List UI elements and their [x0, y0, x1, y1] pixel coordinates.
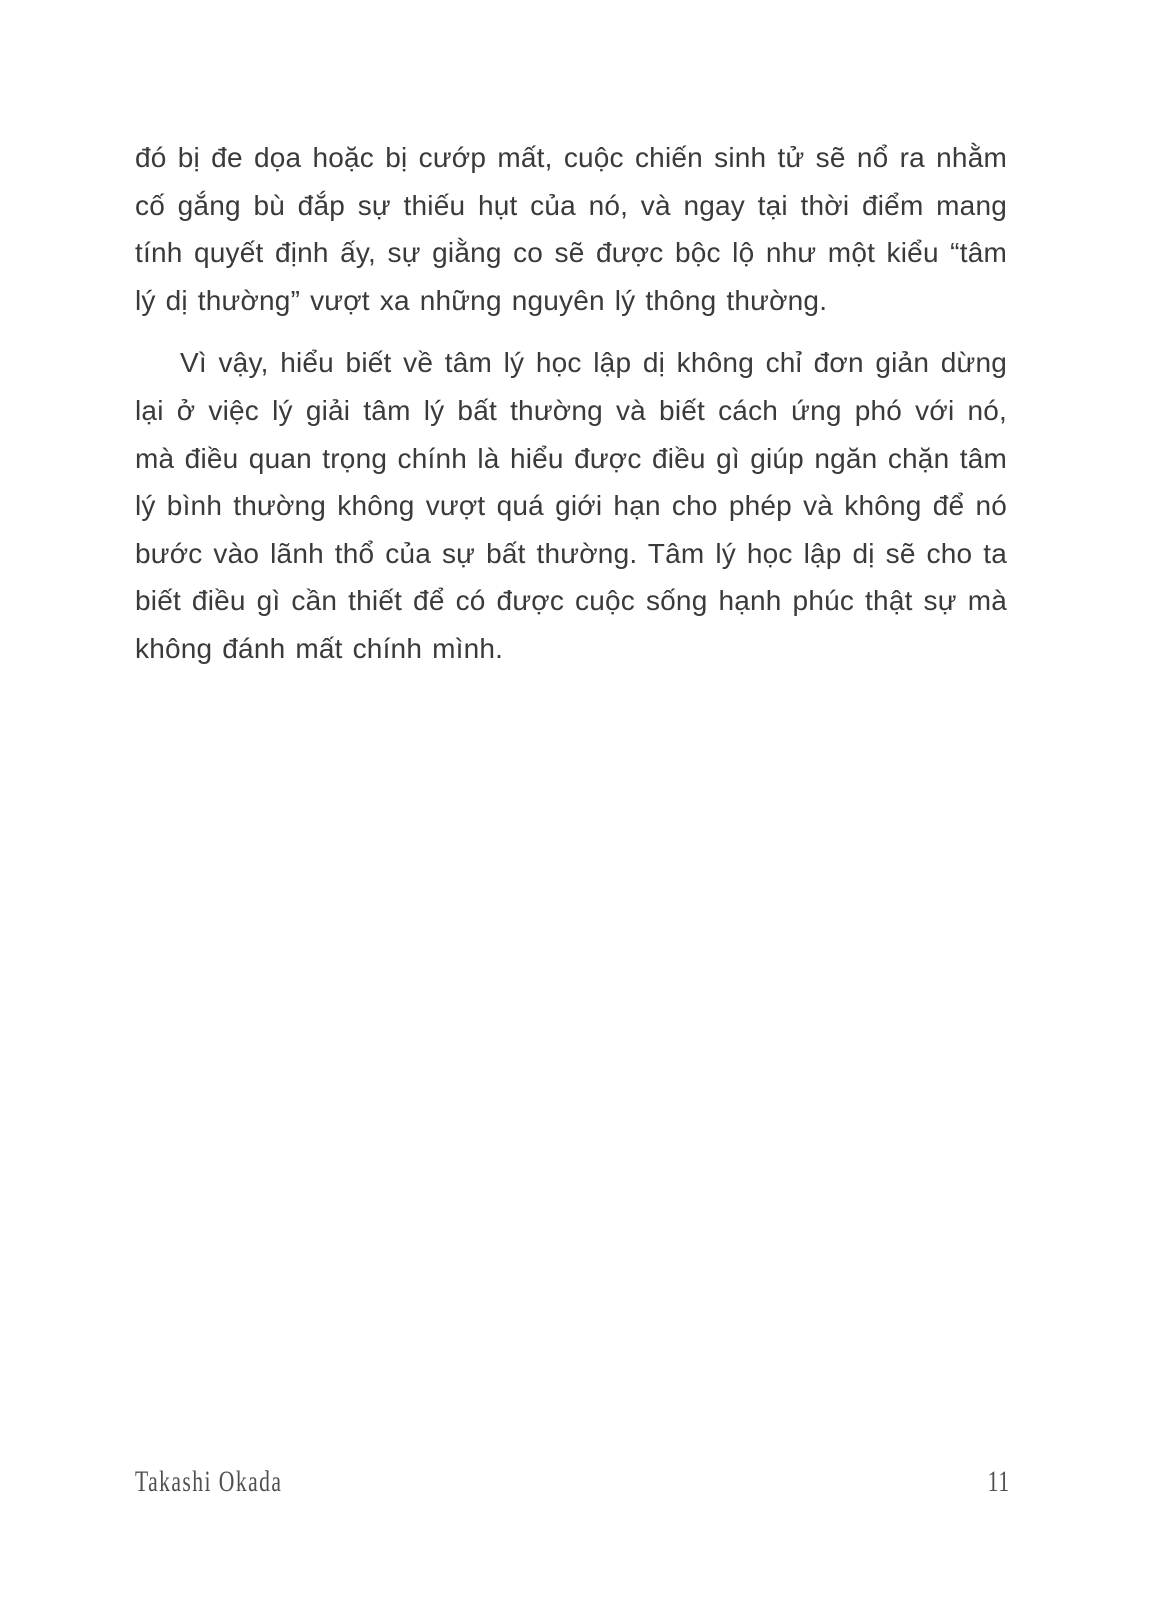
footer-page-number [979, 1466, 1010, 1498]
body-paragraph: đó bị đe dọa hoặc bị cướp mất, cuộc chiến sinh tử sẽ nổ ra nhằm cố gắng bù đắp sự thiếu hụt của nó, và ngay tại thời điểm mang tính quyết định ấy, sự giằng co sẽ được bộc lộ như một kiểu “tâm lý dị thường” vượt xa những nguyên lý thông thường. [135, 142, 1007, 316]
footer-page-number-label: 11 [987, 1465, 1010, 1498]
page-body-text [135, 134, 1007, 673]
footer-author-label: Takashi Okada [135, 1465, 283, 1498]
footer-author [135, 1466, 340, 1498]
body-paragraph: Vì vậy, hiểu biết về tâm lý học lập dị không chỉ đơn giản dừng lại ở việc lý giải tâm lý bất thường và biết cách ứng phó với nó, mà điều quan trọng chính là hiểu được điều gì giúp ngăn chặn tâm lý bình thường không vượt quá giới hạn cho phép và không để nó bước vào lãnh thổ của sự bất thường. Tâm lý học lập dị sẽ cho ta biết điều gì cần thiết để có được cuộc sống hạnh phúc thật sự mà không đánh mất chính mình. [135, 347, 1007, 664]
